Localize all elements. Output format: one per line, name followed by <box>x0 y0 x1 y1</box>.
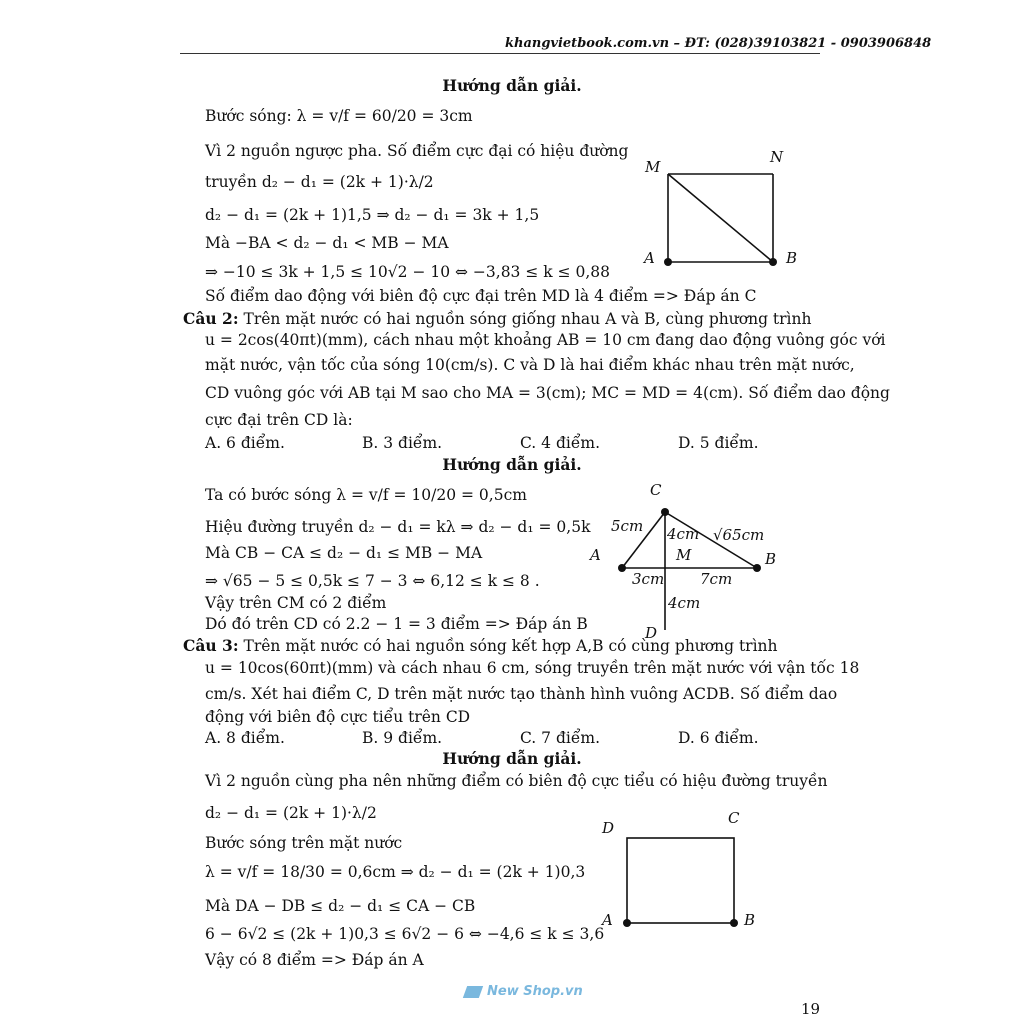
sol3-line-6: 6 − 6√2 ≤ (2k + 1)0,3 ≤ 6√2 − 6 ⇔ −4,6 ≤ k ≤ 3,6 <box>205 925 605 943</box>
fig1-label-n: N <box>770 148 784 166</box>
q3-option-d: D. 6 điểm. <box>678 729 759 747</box>
fig2-label-4cm-top: 4cm <box>667 525 700 543</box>
newshop-logo-icon <box>463 986 483 998</box>
q2-line-4: CD vuông góc với AB tại M sao cho MA = 3(cm); MC = MD = 4(cm). Số điểm dao động <box>205 384 890 402</box>
sol1-line-2: Vì 2 nguồn ngược pha. Số điểm cực đại có hiệu đường <box>205 142 629 160</box>
fig1-label-b: B <box>786 249 798 267</box>
q2-option-d: D. 5 điểm. <box>678 434 759 452</box>
newshop-logo-text: New Shop.vn <box>487 984 583 999</box>
fig3-label-d: D <box>602 819 615 837</box>
sol3-answer: Vậy có 8 điểm => Đáp án A <box>205 951 424 969</box>
sol2-line-4: ⇒ √65 − 5 ≤ 0,5k ≤ 7 − 3 ⇔ 6,12 ≤ k ≤ 8 . <box>205 572 540 590</box>
sol2-line-5: Vậy trên CM có 2 điểm <box>205 594 387 612</box>
q2-option-b: B. 3 điểm. <box>362 434 443 452</box>
q2-line-3: mặt nước, vận tốc của sóng 10(cm/s). C và D là hai điểm khác nhau trên mặt nước, <box>205 356 855 374</box>
sol3-line-3: Bước sóng trên mặt nước <box>205 834 403 852</box>
fig2-label-3cm: 3cm <box>632 570 665 588</box>
sol2-line-3: Mà CB − CA ≤ d₂ − d₁ ≤ MB − MA <box>205 544 483 562</box>
solution-2-title: Hướng dẫn giải. <box>442 455 582 474</box>
q3-line-4: động với biên độ cực tiểu trên CD <box>205 708 471 726</box>
q3-line-1: Trên mặt nước có hai nguồn sóng kết hợp A,B có cùng phương trình <box>243 637 778 655</box>
sol3-line-1: Vì 2 nguồn cùng pha nên những điểm có biên độ cực tiểu có hiệu đường truyền <box>205 772 828 790</box>
newshop-logo <box>465 984 583 999</box>
solution-3-title: Hướng dẫn giải. <box>442 749 582 768</box>
sol2-answer: Dó đó trên CD có 2.2 − 1 = 3 điểm => Đáp án B <box>205 615 588 633</box>
solution-1-title: Hướng dẫn giải. <box>442 76 582 95</box>
fig1-label-a: A <box>644 249 655 267</box>
q3-option-b: B. 9 điểm. <box>362 729 443 747</box>
fig2-label-sqrt65: √65cm <box>713 526 765 544</box>
fig2-label-b: B <box>765 550 777 568</box>
q2-number: Câu 2: <box>183 309 239 328</box>
q2-line-1: Trên mặt nước có hai nguồn sóng giống nhau A và B, cùng phương trình <box>243 310 812 328</box>
q2-option-c: C. 4 điểm. <box>520 434 600 452</box>
q3-number: Câu 3: <box>183 636 239 655</box>
q3-line-3: cm/s. Xét hai điểm C, D trên mặt nước tạo thành hình vuông ACDB. Số điểm dao <box>205 685 838 703</box>
q3-option-c: C. 7 điểm. <box>520 729 600 747</box>
sol1-line-4: d₂ − d₁ = (2k + 1)1,5 ⇒ d₂ − d₁ = 3k + 1,5 <box>205 206 540 224</box>
fig2-label-c: C <box>650 481 662 499</box>
fig3-label-a: A <box>602 911 613 929</box>
fig2-label-m: M <box>676 546 692 564</box>
page-number: 19 <box>801 1000 821 1018</box>
q2-option-a: A. 6 điểm. <box>205 434 285 452</box>
q2-line-2: u = 2cos(40πt)(mm), cách nhau một khoảng AB = 10 cm đang dao động vuông góc với <box>205 331 886 349</box>
fig2-label-7cm: 7cm <box>700 570 733 588</box>
sol1-line-6: ⇒ −10 ≤ 3k + 1,5 ≤ 10√2 − 10 ⇔ −3,83 ≤ k ≤ 0,88 <box>205 263 611 281</box>
sol1-line-1: Bước sóng: λ = v/f = 60/20 = 3cm <box>205 107 473 125</box>
header-contact: khangvietbook.com.vn – ĐT: (028)39103821 - 0903906848 <box>505 36 932 51</box>
sol1-line-3: truyền d₂ − d₁ = (2k + 1)·λ/2 <box>205 173 434 191</box>
fig1-label-m: M <box>645 158 661 176</box>
figure-3-square <box>623 838 738 927</box>
q3-line-2: u = 10cos(60πt)(mm) và cách nhau 6 cm, sóng truyền trên mặt nước với vận tốc 18 <box>205 659 860 677</box>
q2-line-5: cực đại trên CD là: <box>205 411 353 429</box>
fig3-label-b: B <box>744 911 756 929</box>
sol3-line-4: λ = v/f = 18/30 = 0,6cm ⇒ d₂ − d₁ = (2k + 1)0,3 <box>205 863 586 881</box>
fig3-label-c: C <box>728 809 740 827</box>
sol2-line-2: Hiệu đường truyền d₂ − d₁ = kλ ⇒ d₂ − d₁ = 0,5k <box>205 518 591 536</box>
sol2-line-1: Ta có bước sóng λ = v/f = 10/20 = 0,5cm <box>205 486 527 504</box>
fig2-label-d: D <box>645 624 658 642</box>
fig2-label-4cm-bottom: 4cm <box>668 594 701 612</box>
fig2-label-5cm: 5cm <box>611 517 644 535</box>
sol1-answer: Số điểm dao động với biên độ cực đại trên MD là 4 điểm => Đáp án C <box>205 287 757 305</box>
sol1-line-5: Mà −BA < d₂ − d₁ < MB − MA <box>205 234 449 252</box>
sol3-line-5: Mà DA − DB ≤ d₂ − d₁ ≤ CA − CB <box>205 897 476 915</box>
q3-option-a: A. 8 điểm. <box>205 729 285 747</box>
fig2-label-a: A <box>590 546 601 564</box>
sol3-line-2: d₂ − d₁ = (2k + 1)·λ/2 <box>205 804 377 822</box>
